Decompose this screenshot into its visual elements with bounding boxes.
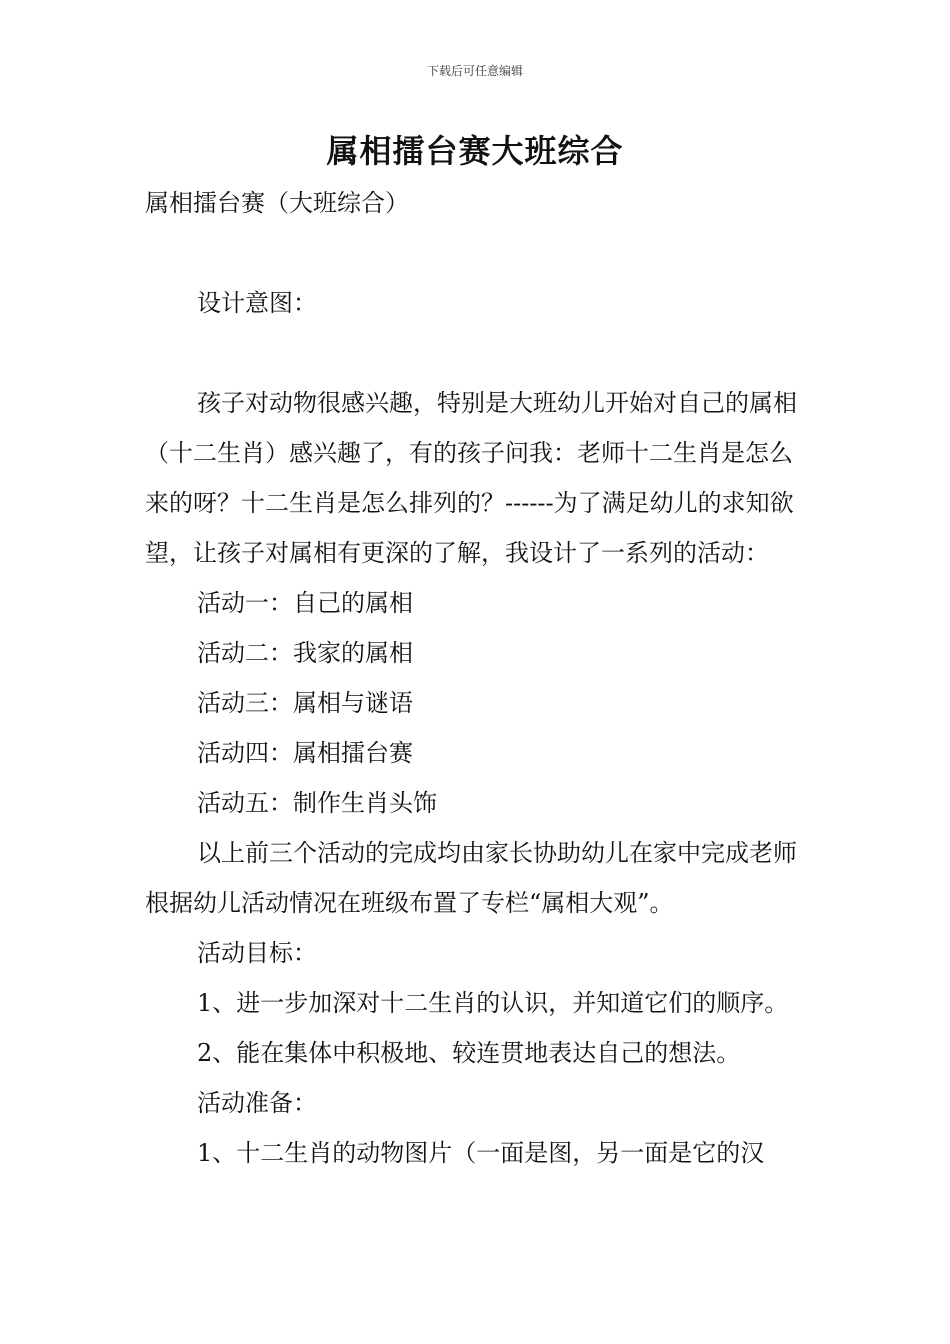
goals-heading: 活动目标：	[197, 939, 317, 967]
activity-item: 活动一：自己的属相	[197, 589, 413, 617]
spacer	[145, 328, 809, 378]
page-header-note: 下载后可任意编辑	[426, 64, 523, 78]
design-heading: 设计意图：	[197, 289, 317, 317]
document-body	[145, 178, 809, 1178]
spacer	[145, 228, 809, 278]
goal-item: 1、进一步加深对十二生肖的认识，并知道它们的顺序。	[197, 989, 789, 1017]
activity-item: 活动二：我家的属相	[197, 639, 413, 667]
activity-item: 活动四：属相擂台赛	[197, 739, 413, 767]
prep-heading: 活动准备：	[197, 1089, 317, 1117]
summary-paragraph: 以上前三个活动的完成均由家长协助幼儿在家中完成老师根据幼儿活动情况在班级布置了专栏“属相大观”。	[145, 839, 797, 917]
document-subtitle: 属相擂台赛（大班综合）	[145, 189, 409, 217]
goal-item: 2、能在集体中积极地、较连贯地表达自己的想法。	[197, 1039, 741, 1067]
activity-item: 活动五：制作生肖头饰	[197, 789, 437, 817]
prep-item: 1、十二生肖的动物图片（一面是图，另一面是它的汉	[197, 1139, 765, 1167]
activity-item: 活动三：属相与谜语	[197, 689, 413, 717]
design-paragraph: 孩子对动物很感兴趣，特别是大班幼儿开始对自己的属相（十二生肖）感兴趣了，有的孩子问我：老师十二生肖是怎么来的呀？十二生肖是怎么排列的？------为了满足幼儿的求知欲望，让孩子对属相有更深的了解，我设计了一系列的活动：	[145, 389, 797, 567]
document-title: 属相擂台赛大班综合	[326, 132, 624, 170]
